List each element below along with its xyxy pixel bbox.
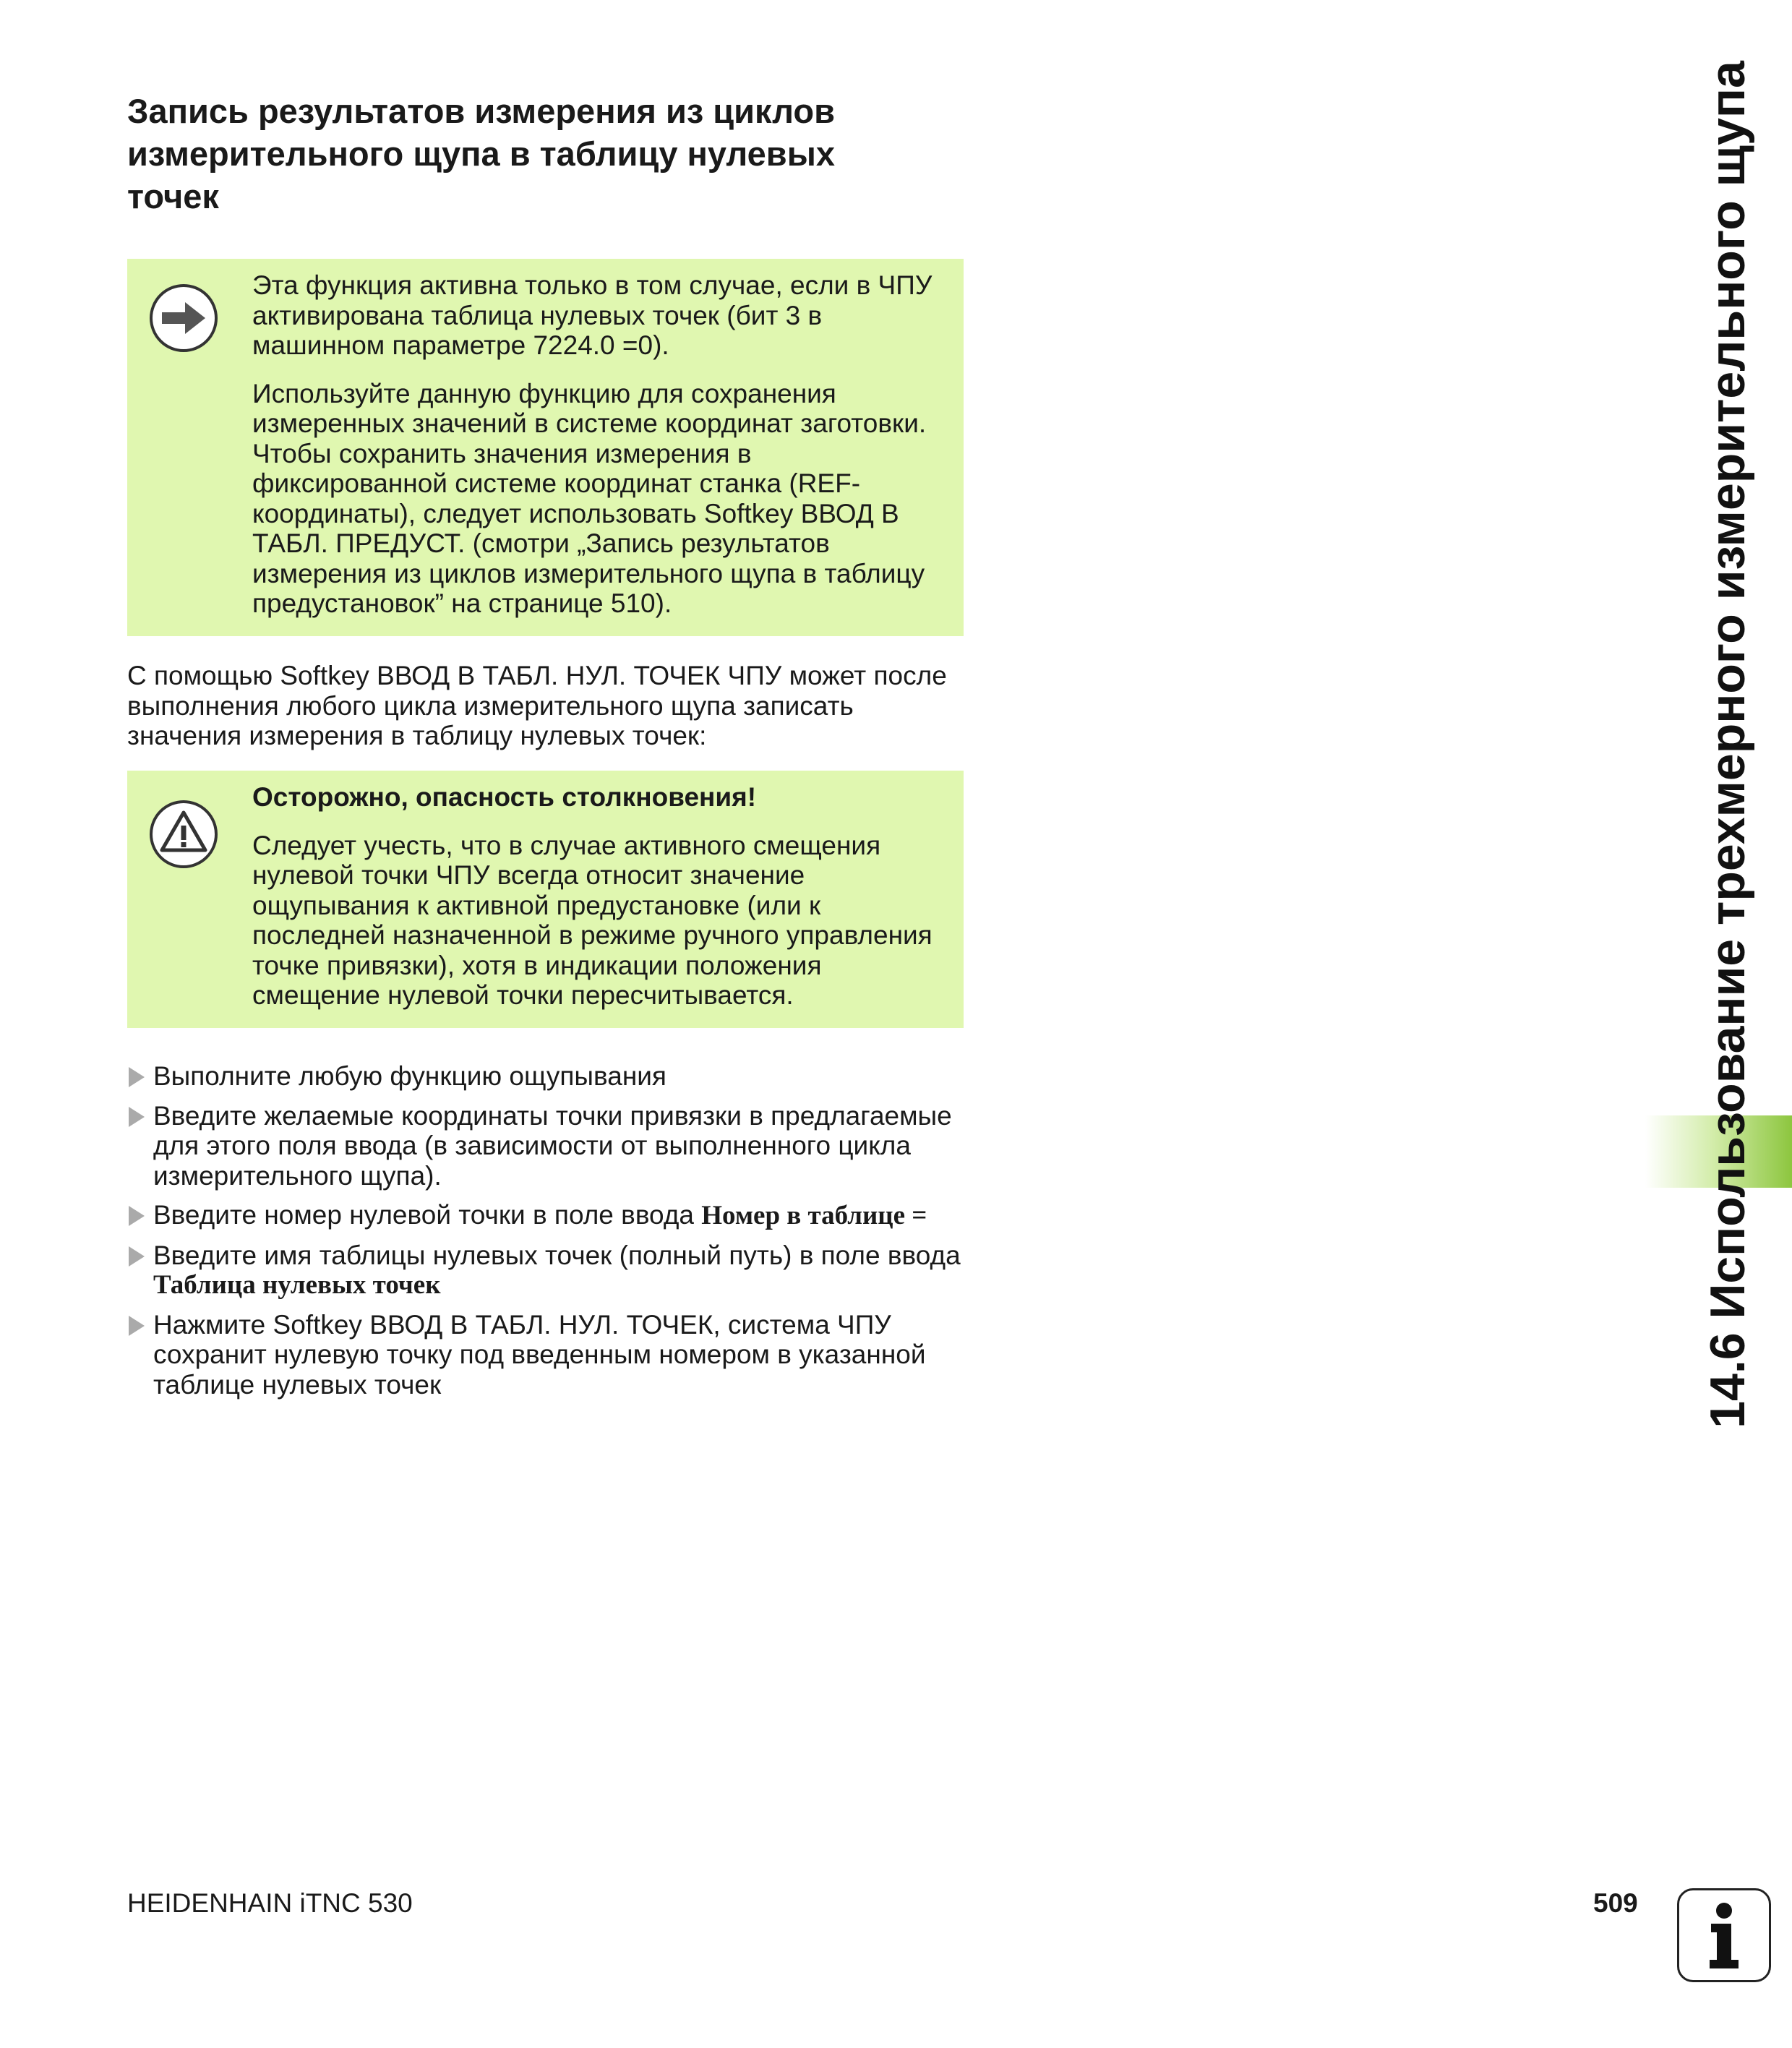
heading-line: Запись результатов измерения из циклов <box>127 92 835 130</box>
warning-title: Осторожно, опасность столкновения! <box>252 782 757 812</box>
list-item <box>127 1101 966 1191</box>
heading-line: точек <box>127 177 219 215</box>
warning-line: последней назначенной в режиме ручного управления <box>252 920 933 950</box>
section-heading <box>127 90 959 218</box>
triangle-bullet-icon <box>129 1107 145 1127</box>
warning-line: точке привязки), хотя в индикации положения <box>252 950 822 980</box>
footer-manual-title: HEIDENHAIN iTNC 530 <box>127 1888 413 1918</box>
intro-line: выполнения любого цикла измерительного щупа записать <box>127 690 854 721</box>
info-line: Чтобы сохранить значения измерения в <box>252 438 752 468</box>
field-name: Номер в таблице = <box>701 1201 927 1230</box>
list-item <box>127 1310 966 1400</box>
warning-icon <box>147 798 220 870</box>
info-line: активирована таблица нулевых точек (бит 3 в <box>252 300 823 330</box>
page-number: 509 <box>1593 1888 1638 1918</box>
info-line: ТАБЛ. ПРЕДУСТ. (смотри „Запись результатов <box>252 528 830 558</box>
intro-line: С помощью Softkey ВВОД В ТАБЛ. НУЛ. ТОЧЕК ЧПУ может после <box>127 661 947 690</box>
warning-line: Следует учесть, что в случае активного смещения <box>252 830 881 860</box>
step-line: Выполните любую функцию ощупывания <box>153 1061 666 1091</box>
step-line: для этого поля ввода (в зависимости от выполненного цикла <box>153 1131 911 1160</box>
triangle-bullet-icon <box>129 1316 145 1336</box>
info-glyph-icon <box>1679 1890 1769 1980</box>
triangle-bullet-icon <box>129 1246 145 1267</box>
info-note-text <box>252 270 948 619</box>
steps-list <box>127 1061 966 1409</box>
triangle-bullet-icon <box>129 1067 145 1087</box>
field-name: Таблица нулевых точек <box>153 1270 441 1300</box>
list-item <box>127 1061 966 1092</box>
info-note <box>127 259 964 636</box>
step-line: Введите имя таблицы нулевых точек (полный путь) в поле ввода <box>153 1240 961 1270</box>
triangle-bullet-icon <box>129 1206 145 1226</box>
info-line: машинном параметре 7224.0 =0). <box>252 330 669 360</box>
info-line: измеренных значений в системе координат заготовки. <box>252 408 927 438</box>
info-line: Эта функция активна только в том случае, если в ЧПУ <box>252 270 933 300</box>
step-line: таблице нулевых точек <box>153 1369 442 1400</box>
step-line: измерительного щупа). <box>153 1160 442 1191</box>
step-line: Нажмите Softkey ВВОД В ТАБЛ. НУЛ. ТОЧЕК, система ЧПУ <box>153 1309 891 1340</box>
intro-paragraph <box>127 661 966 751</box>
info-line: фиксированной системе координат станка (REF- <box>252 468 861 498</box>
list-item <box>127 1241 966 1301</box>
info-icon <box>1677 1888 1771 1982</box>
step-line: сохранит нулевую точку под введенным номером в указанной <box>153 1340 926 1369</box>
warning-note <box>127 771 964 1028</box>
heading-line: измерительного щупа в таблицу нулевых <box>127 134 835 173</box>
chapter-side-title: 14.6 Использование трехмерного измерительного щупа <box>1700 61 1755 1428</box>
list-item <box>127 1200 966 1231</box>
arrow-right-icon <box>147 282 220 354</box>
intro-line: значения измерения в таблицу нулевых точек: <box>127 721 707 750</box>
step-line <box>153 1200 966 1231</box>
warning-line: нулевой точки ЧПУ всегда относит значение <box>252 860 805 890</box>
info-line: измерения из циклов измерительного щупа в таблицу <box>252 558 925 588</box>
warning-line: смещение нулевой точки пересчитывается. <box>252 980 794 1010</box>
step-text: Введите номер нулевой точки в поле ввода <box>153 1200 702 1230</box>
step-line: Введите желаемые координаты точки привязки в предлагаемые <box>153 1100 952 1131</box>
warning-note-text <box>252 782 948 1011</box>
info-line: Используйте данную функцию для сохранения <box>252 378 836 408</box>
info-line: координаты), следует использовать Softkey ВВОД В <box>252 498 899 528</box>
warning-line: ощупывания к активной предустановке (или к <box>252 890 821 920</box>
info-line: предустановок” на странице 510). <box>252 588 672 618</box>
